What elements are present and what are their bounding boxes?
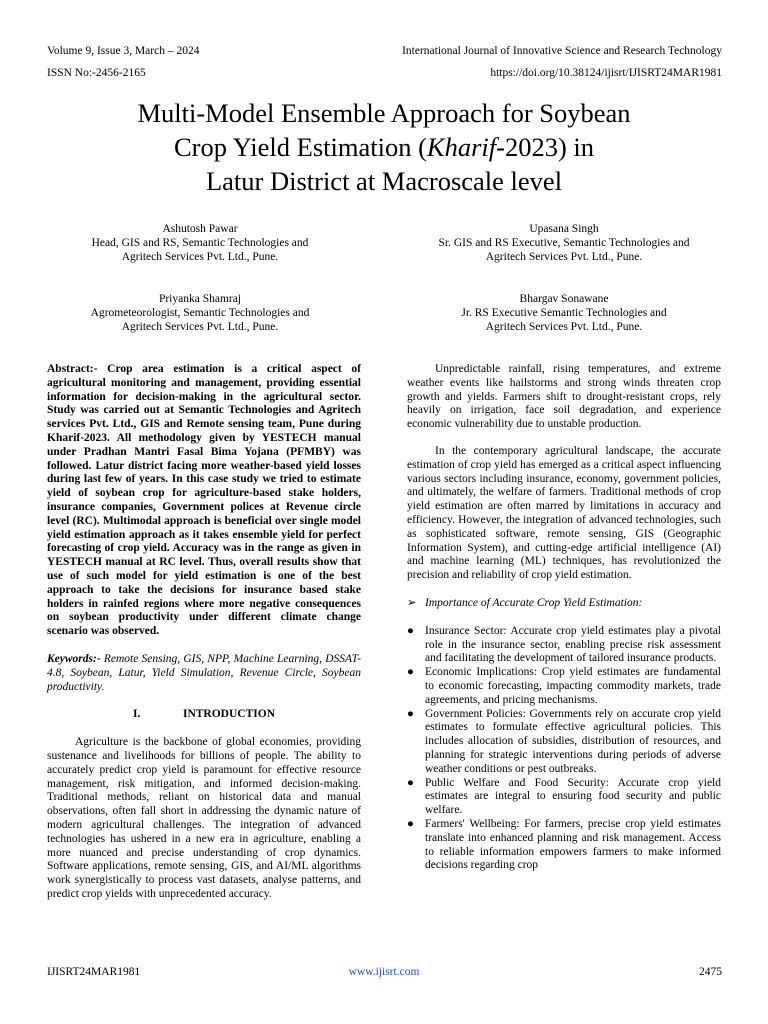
footer-website-link[interactable]: www.ijisrt.com (348, 966, 420, 978)
right-column (407, 363, 721, 873)
bullet-icon: ● (407, 624, 414, 637)
author-affiliation: Agritech Services Pvt. Ltd., Pune. (121, 321, 279, 333)
list-item: ● Public Welfare and Food Security: Accurate crop yield estimates are integral to ensuring food security and public welfare. (407, 776, 721, 817)
author-block-2 (394, 222, 734, 264)
importance-list (407, 625, 721, 873)
author-block-3 (30, 292, 370, 334)
arrow-bullet-icon: ➢ (407, 596, 417, 609)
paper-title (60, 96, 708, 198)
author-affiliation: Agritech Services Pvt. Ltd., Pune. (485, 251, 643, 263)
bullet-icon: ● (407, 776, 414, 789)
author-affiliation: Agritech Services Pvt. Ltd., Pune. (485, 321, 643, 333)
page-number: 2475 (699, 966, 722, 978)
author-block-4 (394, 292, 734, 334)
section-number: I. (132, 708, 141, 721)
author-affiliation: Agrometeorologist, Semantic Technologies and (90, 307, 310, 319)
author-name: Upasana Singh (529, 223, 599, 235)
intro-paragraph: Agriculture is the backbone of global economies, providing sustenance and livelihoods for billions of people. The ability to accurately predict crop yield is paramount for effective resource management, risk mitigation, and informed decision-making. Traditional methods, reliant on historical data and manual observations, often fall short in addressing the dynamic nature of modern agricultural challenges. The integration of advanced technologies has ushered in a new era in agriculture, enabling a more nuanced and precise understanding of crop dynamics. Software applications, remote sensing, GIS, and AI/ML algorithms work synergistically to process vast datasets, analyse patterns, and predict crop yields with unprecedented accuracy. (47, 736, 361, 900)
journal-name: International Journal of Innovative Science and Research Technology (402, 45, 722, 57)
keywords-text: Remote Sensing, GIS, NPP, Machine Learning, DSSAT-4.8, Soybean, Latur, Yield Simulation, Revenue Circle, Soybean productivity. (47, 652, 361, 693)
author-affiliation: Sr. GIS and RS Executive, Semantic Technologies and (438, 237, 690, 249)
title-line-3: Latur District at Macroscale level (205, 166, 563, 196)
bullet-icon: ● (407, 666, 414, 679)
keywords-label: Keywords:- (47, 652, 101, 665)
subheading: ➢ Importance of Accurate Crop Yield Estimation: (407, 596, 643, 609)
author-name: Ashutosh Pawar (162, 223, 238, 235)
left-column (47, 363, 361, 902)
author-affiliation: Head, GIS and RS, Semantic Technologies and (91, 237, 309, 249)
author-name: Bhargav Sonawane (519, 293, 609, 305)
list-item: ● Government Policies: Governments rely on accurate crop yield estimates to formulate effective agricultural policies. This includes allocation of subsidies, distribution of resources, and planning for strategic interventions during periods of adverse weather conditions or pest outbreaks. (407, 707, 721, 775)
footer-paper-id: IJISRT24MAR1981 (47, 966, 141, 978)
list-item: ● Farmers' Wellbeing: For farmers, precise crop yield estimates translate into enhanced planning and risk management. Access to reliable information empowers farmers to make informed decisions regarding crop (407, 817, 721, 872)
issn: ISSN No:-2456-2165 (47, 67, 146, 79)
paragraph: Unpredictable rainfall, rising temperatures, and extreme weather events like hailstorms and strong winds threaten crop growth and yields. Farmers shift to drought-resistant crops, rely heavily on irrigation, face soil degradation, and experience economic vulnerability due to unstable production. (407, 363, 721, 431)
section-heading (47, 708, 361, 722)
volume-info: Volume 9, Issue 3, March – 2024 (47, 45, 200, 57)
bullet-icon: ● (407, 707, 414, 720)
title-line-2: Crop Yield Estimation (Kharif-2023) in (173, 132, 595, 162)
keywords (47, 653, 361, 694)
paragraph: In the contemporary agricultural landscape, the accurate estimation of crop yield has emerged as a critical aspect influencing various sectors including insurance, economy, government policies, and ultimately, the welfare of farmers. Traditional methods of crop yield estimation are often marred by limitations in accuracy and efficiency. However, the integration of advanced technologies, such as sophisticated software, remote sensing, GIS (Geographic Information System), and cutting-edge artificial intelligence (AI) and machine learning (ML) techniques, has revolutionized the precision and reliability of crop yield estimation. (407, 444, 721, 582)
author-affiliation: Jr. RS Executive Semantic Technologies and (461, 307, 667, 319)
author-affiliation: Agritech Services Pvt. Ltd., Pune. (121, 251, 279, 263)
section-title: INTRODUCTION (182, 708, 275, 721)
bullet-icon: ● (407, 817, 414, 830)
doi-link[interactable]: https://doi.org/10.38124/ijisrt/IJISRT24MAR1981 (490, 67, 722, 79)
list-item: ● Insurance Sector: Accurate crop yield estimates play a pivotal role in the insurance sector, enabling precise risk assessment and facilitating the development of tailored insurance products. (407, 624, 721, 665)
list-item: ● Economic Implications: Crop yield estimates are fundamental to economic forecasting, impacting commodity markets, trade agreements, and pricing mechanisms. (407, 666, 721, 706)
abstract: Abstract:- Crop area estimation is a critical aspect of agricultural monitoring and management, providing essential information for decision-making in the agricultural sector. Study was carried out at Semantic Technologies and Agritech services Pvt. Ltd., GIS and Remote sensing team, Pune during Kharif-2023. All methodology given by YESTECH manual under Pradhan Mantri Fasal Bima Yojana (PFMBY) was followed. Latur district facing more weather-based yield losses during last few of years. In this case study we tried to estimate yield of soybean crop for agriculture-based stake holders, insurance companies, Government polices at Revenue circle level (RC). Multimodal approach is beneficial over single model yield estimation approach as it takes ensemble yield for perfect forecasting of crop yield. Accuracy was in the range as given in YESTECH manual at RC level. Thus, overall results show that use of such model for yield estimation is one of the best approach to take the decisions for insurance based stake holders in rainfed regions where more negative consequences on soybean productivity under different climate change scenario was observed. (47, 363, 361, 638)
title-line-1: Multi-Model Ensemble Approach for Soybean (137, 98, 631, 128)
author-block-1 (30, 222, 370, 264)
author-name: Priyanka Shamraj (158, 293, 242, 305)
